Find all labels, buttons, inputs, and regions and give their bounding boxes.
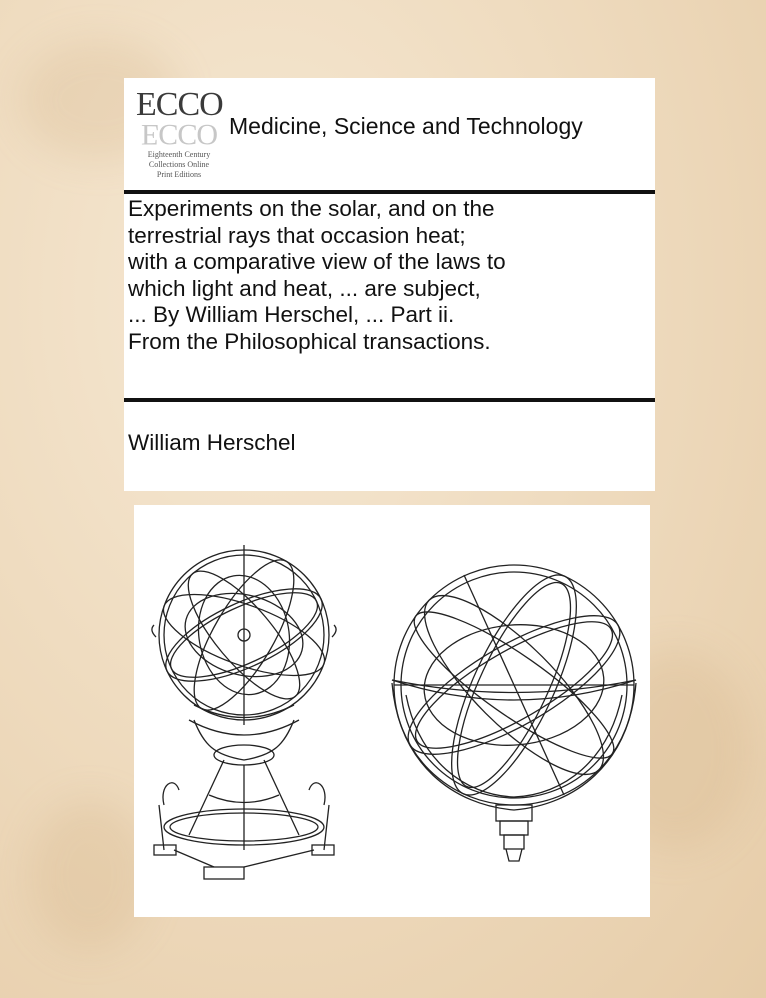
title-line: which light and heat, ... are subject, <box>128 275 481 301</box>
title-panel <box>124 78 655 491</box>
logo-caption-line: Collections Online <box>148 160 210 169</box>
logo-caption <box>136 150 222 180</box>
bottom-rule <box>124 398 655 402</box>
title-line: with a comparative view of the laws to <box>128 249 506 274</box>
title-line: From the Philosophical transactions. <box>128 328 491 354</box>
series-title: Medicine, Science and Technology <box>229 113 583 139</box>
logo-caption-line: Eighteenth Century <box>147 150 211 159</box>
title-line: ... By William Herschel, ... Part ii. <box>128 302 455 327</box>
ecco-logo <box>136 88 222 188</box>
right-sphere <box>390 559 638 861</box>
title-line: terrestrial rays that occasion heat; <box>128 222 466 248</box>
top-rule <box>124 190 655 194</box>
book-title <box>128 196 652 355</box>
left-sphere <box>152 545 336 879</box>
logo-wordmark: ECCO <box>136 86 223 123</box>
cover-illustration <box>134 505 650 917</box>
paper-stain <box>30 800 150 950</box>
author-name: William Herschel <box>128 430 296 455</box>
logo-caption-line: Print Editions <box>156 170 202 179</box>
title-line: Experiments on the solar, and on the <box>128 196 495 221</box>
armillary-spheres-engraving <box>134 505 650 917</box>
logo-wordmark-reflection: ECCO <box>140 118 217 151</box>
